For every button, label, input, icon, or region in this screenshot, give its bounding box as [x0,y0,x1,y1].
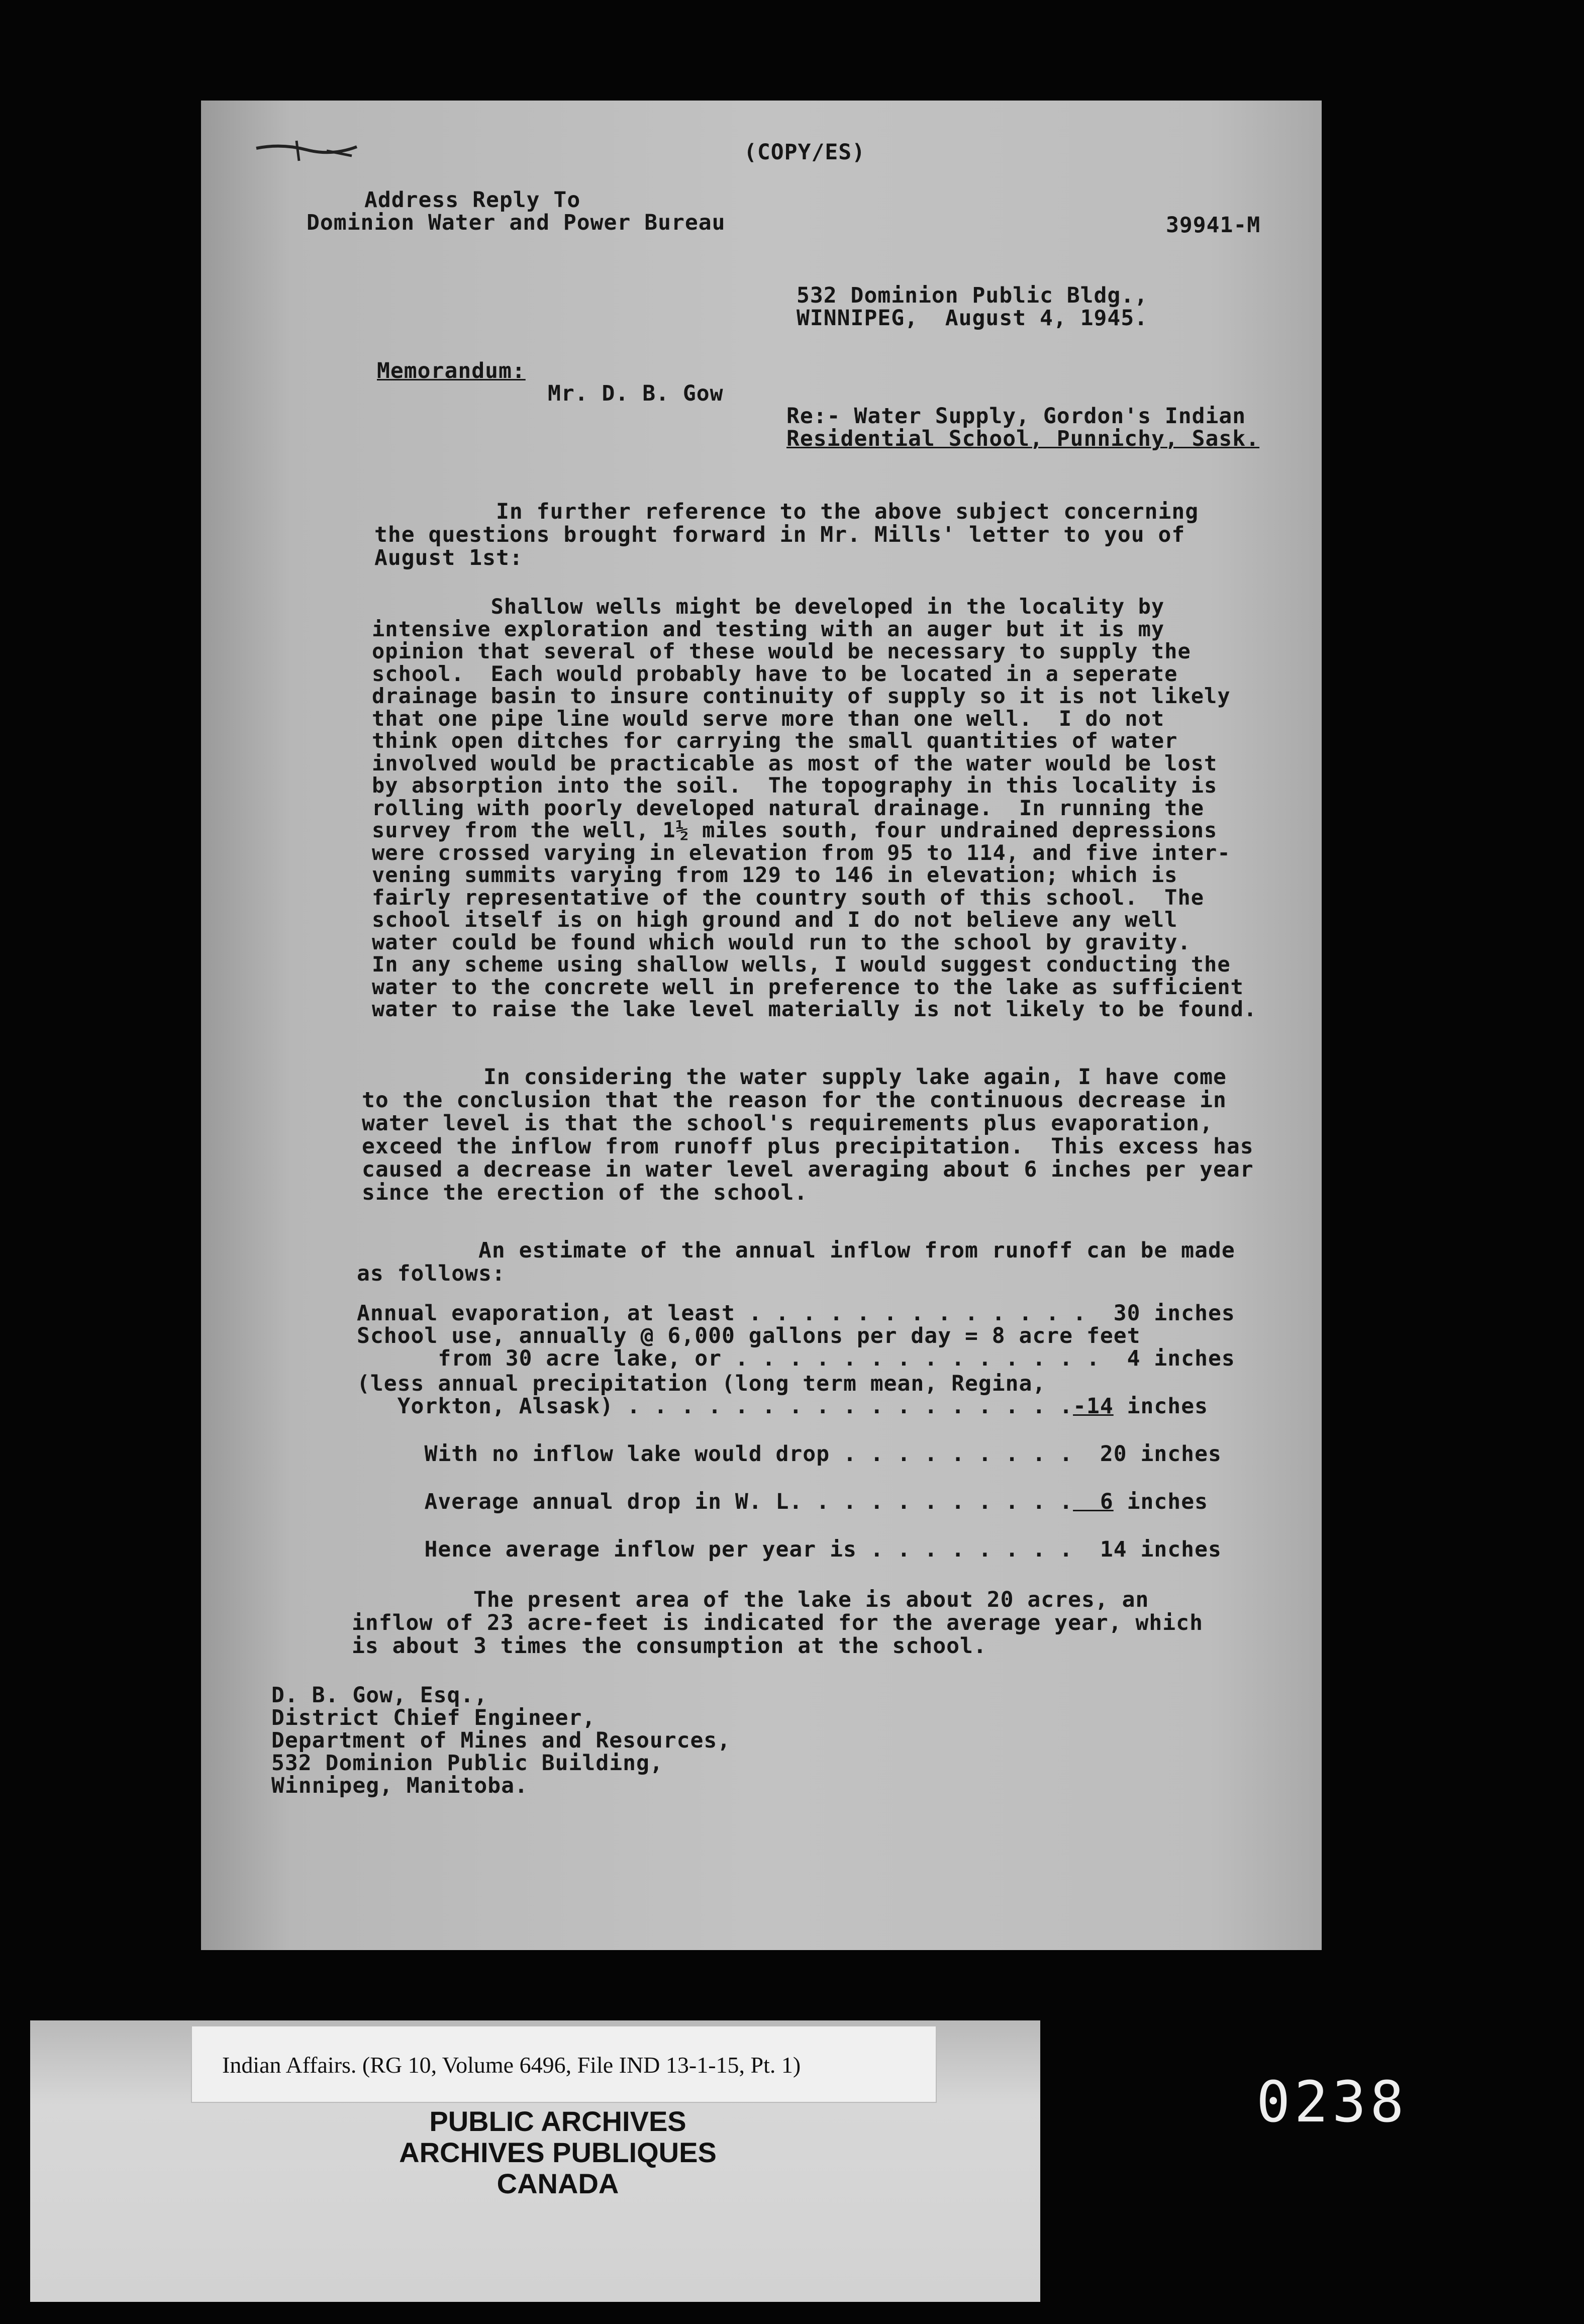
paragraph-estimate: An estimate of the annual inflow from runoff can be made as follows: [357,1238,1235,1286]
table-row-average-inflow: Hence average inflow per year is . . . . . . . . 14 inches [357,1537,1222,1562]
table-row-lake: from 30 acre lake, or . . . . . . . . . . . . . . 4 inches [357,1346,1235,1371]
subject-line2: Residential School, Punnichy, Sask. [786,426,1260,451]
addressee-name: D. B. Gow, Esq., [271,1683,488,1708]
copy-mark: (COPY/ES) [744,140,865,165]
table-row-stations [357,1395,1208,1418]
table-row-no-inflow: With no inflow lake would drop . . . . . . . . . 20 inches [357,1441,1222,1467]
addressee-city: Winnipeg, Manitoba. [271,1773,528,1798]
address-reply-label: Address Reply To [364,187,581,213]
precipitation-value: -14 [1073,1394,1114,1419]
frame-number: 0238 [1256,2070,1408,2135]
table-row-average-drop [357,1490,1208,1513]
paragraph-shallow-wells: Shallow wells might be developed in the locality by intensive exploration and testing with an auger but it is my opinion that several of these would be necessary to supply the school. Each would probably have to be located in a seperate drainage basin to insure continuity of supply so it is not likely that one pipe line would serve more than one well. I do not think open ditches for carrying the small quantities of water involved would be practicable as most of the water would be lost by absorption into the soil. The topography in this locality is rolling with poorly developed natural drainage. In running the survey from the well, 1½ miles south, four undrained depressions were crossed varying in elevation from 95 to 114, and five inter- vening summits varying from 129 to 146 in elevation; which is fairly representative of the country south of this school. The school itself is on high ground and I do not believe any well water could be found which would run to the school by gravity. In any scheme using shallow wells, I would suggest conducting the water to the concrete well in preference to the lake as sufficient water to raise the lake level materially is not likely to be found. [372,594,1257,1021]
memorandum-label: Memorandum: [377,358,526,383]
sender-date-line: WINNIPEG, August 4, 1945. [797,306,1148,331]
bureau-name: Dominion Water and Power Bureau [307,210,726,235]
archive-country: CANADA [497,2168,619,2199]
average-drop-unit: inches [1113,1489,1208,1514]
archive-name-en: PUBLIC ARCHIVES [429,2105,686,2137]
paragraph-lake-level: In considering the water supply lake again, I have come to the conclusion that the reason for the continuous decrease in water level is that the school's requirements plus evaporation, exceed the inflow from runoff plus precipitation. This excess has caused a decrease in water level averaging about 6 inches per year since the erection of the school. [362,1064,1254,1205]
archive-citation-card [191,2025,937,2103]
subject-line1: Re:- Water Supply, Gordon's Indian [786,404,1246,429]
archive-name-fr: ARCHIVES PUBLIQUES [399,2137,717,2168]
sender-address-line1: 532 Dominion Public Bldg., [797,283,1148,308]
addressee-department: Department of Mines and Resources, [271,1728,731,1753]
paragraph-conclusion: The present area of the lake is about 20 acres, an inflow of 23 acre-feet is indicated for the average year, which is about 3 times the consumption at the school. [352,1587,1203,1659]
stations-label: Yorkton, Alsask) . . . . . . . . . . . . . . . . . [357,1394,1073,1419]
average-drop-label: Average annual drop in W. L. . . . . . . . . . . [357,1489,1073,1514]
memo-recipient: Mr. D. B. Gow [548,381,724,406]
file-number: 39941-M [1166,213,1261,238]
addressee-title: District Chief Engineer, [271,1705,596,1730]
addressee-building: 532 Dominion Public Building, [271,1751,663,1776]
average-drop-value: 6 [1073,1489,1114,1514]
table-row-precipitation: (less annual precipitation (long term mean, Regina, [357,1371,1046,1396]
archive-stamp [281,2106,834,2199]
table-row-school-use: School use, annually @ 6,000 gallons per day = 8 acre feet [357,1323,1141,1348]
archive-citation: Indian Affairs. (RG 10, Volume 6496, File IND 13-1-15, Pt. 1) [222,2052,801,2078]
document-page [201,101,1322,1950]
handwritten-mark-icon [251,136,367,166]
paragraph-intro: In further reference to the above subject concerning the questions brought forward in Mr. Mills' letter to you of August 1st: [374,499,1199,570]
table-row-evaporation: Annual evaporation, at least . . . . . . . . . . . . . 30 inches [357,1301,1235,1326]
precipitation-unit: inches [1113,1394,1208,1419]
